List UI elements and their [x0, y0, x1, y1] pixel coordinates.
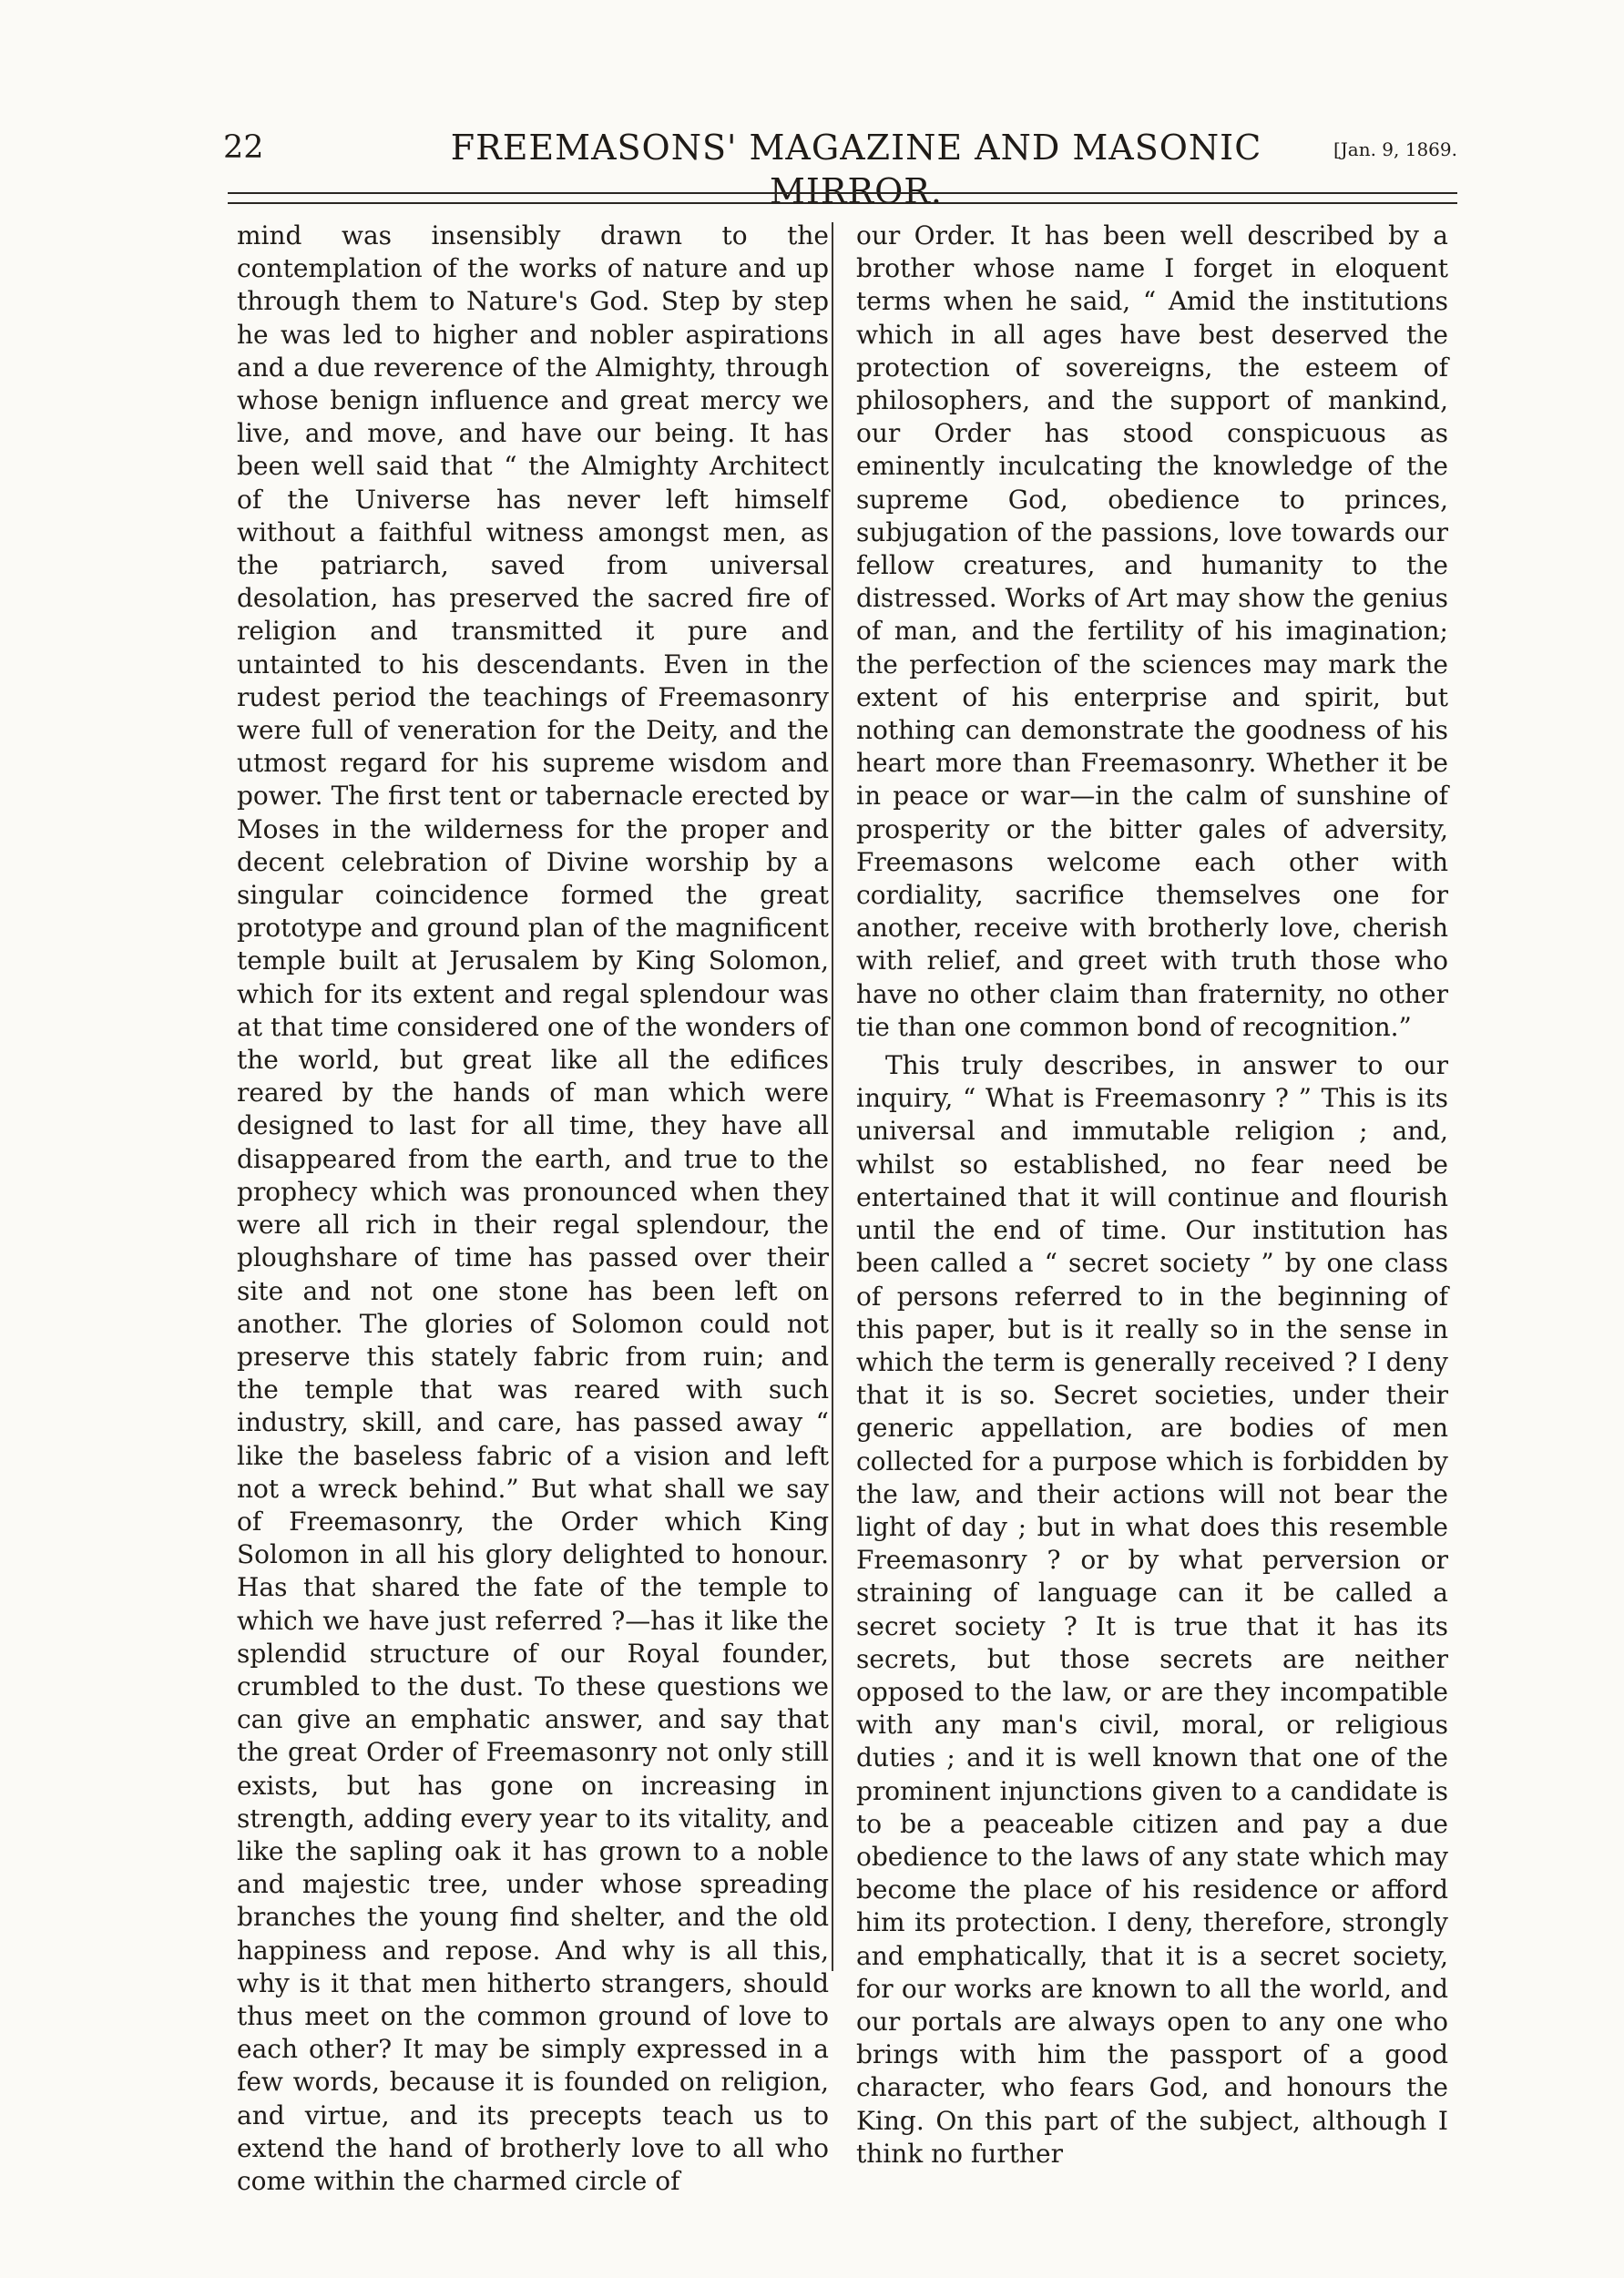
- column-divider: [832, 222, 833, 1971]
- header-rule-top: [228, 192, 1457, 194]
- left-column: [237, 220, 829, 2198]
- right-paragraph-1: our Order. It has been well described by a brother whose name I forget in eloquent terms when he said, “ Amid the institutions which in all ages have best deserved the protection of sovereigns, the esteem of philosophers, and the support of mankind, our Order has stood conspicuous as eminently inculcating the knowledge of the supreme God, obedience to princes, subjugation of the passions, love towards our fellow creatures, and humanity to the distressed. Works of Art may show the genius of man, and the fertility of his imagination; the perfection of the sciences may mark the extent of his enterprise and spirit, but nothing can demonstrate the goodness of his heart more than Freemasonry. Whether it be in peace or war—in the calm of sunshine of prosperity or the bitter gales of adversity, Freemasons welcome each other with cordiality, sacrifice themselves one for another, receive with brotherly love, cherish with relief, and greet with truth those who have no other claim than fraternity, no other tie than one common bond of recognition.”: [856, 220, 1448, 1042]
- right-column: [856, 220, 1448, 2171]
- left-paragraph-1: mind was insensibly drawn to the contemplation of the works of nature and up through them to Nature's God. Step by step he was led to higher and nobler aspirations and a due reverence of the Almighty, through whose benign influence and great mercy we live, and move, and have our being. It has been well said that “ the Almighty Architect of the Universe has never left himself without a faithful witness amongst men, as the patriarch, saved from universal desolation, has preserved the sacred fire of religion and transmitted it pure and untainted to his descendants. Even in the rudest period the teachings of Freemasonry were full of veneration for the Deity, and the utmost regard for his supreme wisdom and power. The first tent or tabernacle erected by Moses in the wilderness for the proper and decent celebration of Divine worship by a singular coincidence formed the great prototype and ground plan of the magnificent temple built at Jerusalem by King Solomon, which for its extent and regal splendour was at that time considered one of the wonders of the world, but great like all the edifices reared by the hands of man which were designed to last for all time, they have all disappeared from the earth, and true to the prophecy which was pronounced when they were all rich in their regal splendour, the ploughshare of time has passed over their site and not one stone has been left on another. The glories of Solomon could not preserve this stately fabric from ruin; and the temple that was reared with such industry, skill, and care, has passed away “ like the baseless fabric of a vision and left not a wreck behind.” But what shall we say of Freemasonry, the Order which King Solomon in all his glory delighted to honour. Has that shared the fate of the temple to which we have just referred ?—has it like the splendid structure of our Royal founder, crumbled to the dust. To these questions we can give an emphatic answer, and say that the great Order of Freemasonry not only still exists, but has gone on increasing in strength, adding every year to its vitality, and like the sapling oak it has grown to a noble and majestic tree, under whose spreading branches the young find shelter, and the old happiness and repose. And why is all this, why is it that men hitherto strangers, should thus meet on the common ground of love to each other? It may be simply expressed in a few words, because it is founded on religion, and virtue, and its precepts teach us to extend the hand of brotherly love to all who come within the charmed circle of: [237, 220, 829, 2196]
- issue-date: [Jan. 9, 1869.: [1333, 138, 1457, 160]
- right-paragraph-2: This truly describes, in answer to our inquiry, “ What is Freemasonry ? ” This is its universal and immutable religion ; and, whilst so established, no fear need be entertained that it will continue and flourish until the end of time. Our institution has been called a “ secret society ” by one class of persons referred to in the beginning of this paper, but is it really so in the sense in which the term is generally received ? I deny that it is so. Secret societies, under their generic appellation, are bodies of men collected for a purpose which is forbidden by the law, and their actions will not bear the light of day ; but in what does this resemble Freemasonry ? or by what perversion or straining of language can it be called a secret society ? It is true that it has its secrets, but those secrets are neither opposed to the law, or are they incompatible with any man's civil, moral, or religious duties ; and it is well known that one of the prominent injunctions given to a candidate is to be a peaceable citizen and pay a due obedience to the laws of any state which may become the place of his residence or afford him its protection. I deny, therefore, strongly and emphatically, that it is a secret society, for our works are known to all the world, and our portals are always open to any one who brings with him the passport of a good character, who fears God, and honours the King. On this part of the subject, although I think no further: [856, 1050, 1448, 2169]
- page-number: 22: [223, 129, 264, 166]
- masthead-title: FREEMASONS' MAGAZINE AND MASONIC MIRROR.: [450, 128, 1262, 211]
- header-rule-bottom: [228, 202, 1457, 204]
- page-header: [223, 126, 1457, 211]
